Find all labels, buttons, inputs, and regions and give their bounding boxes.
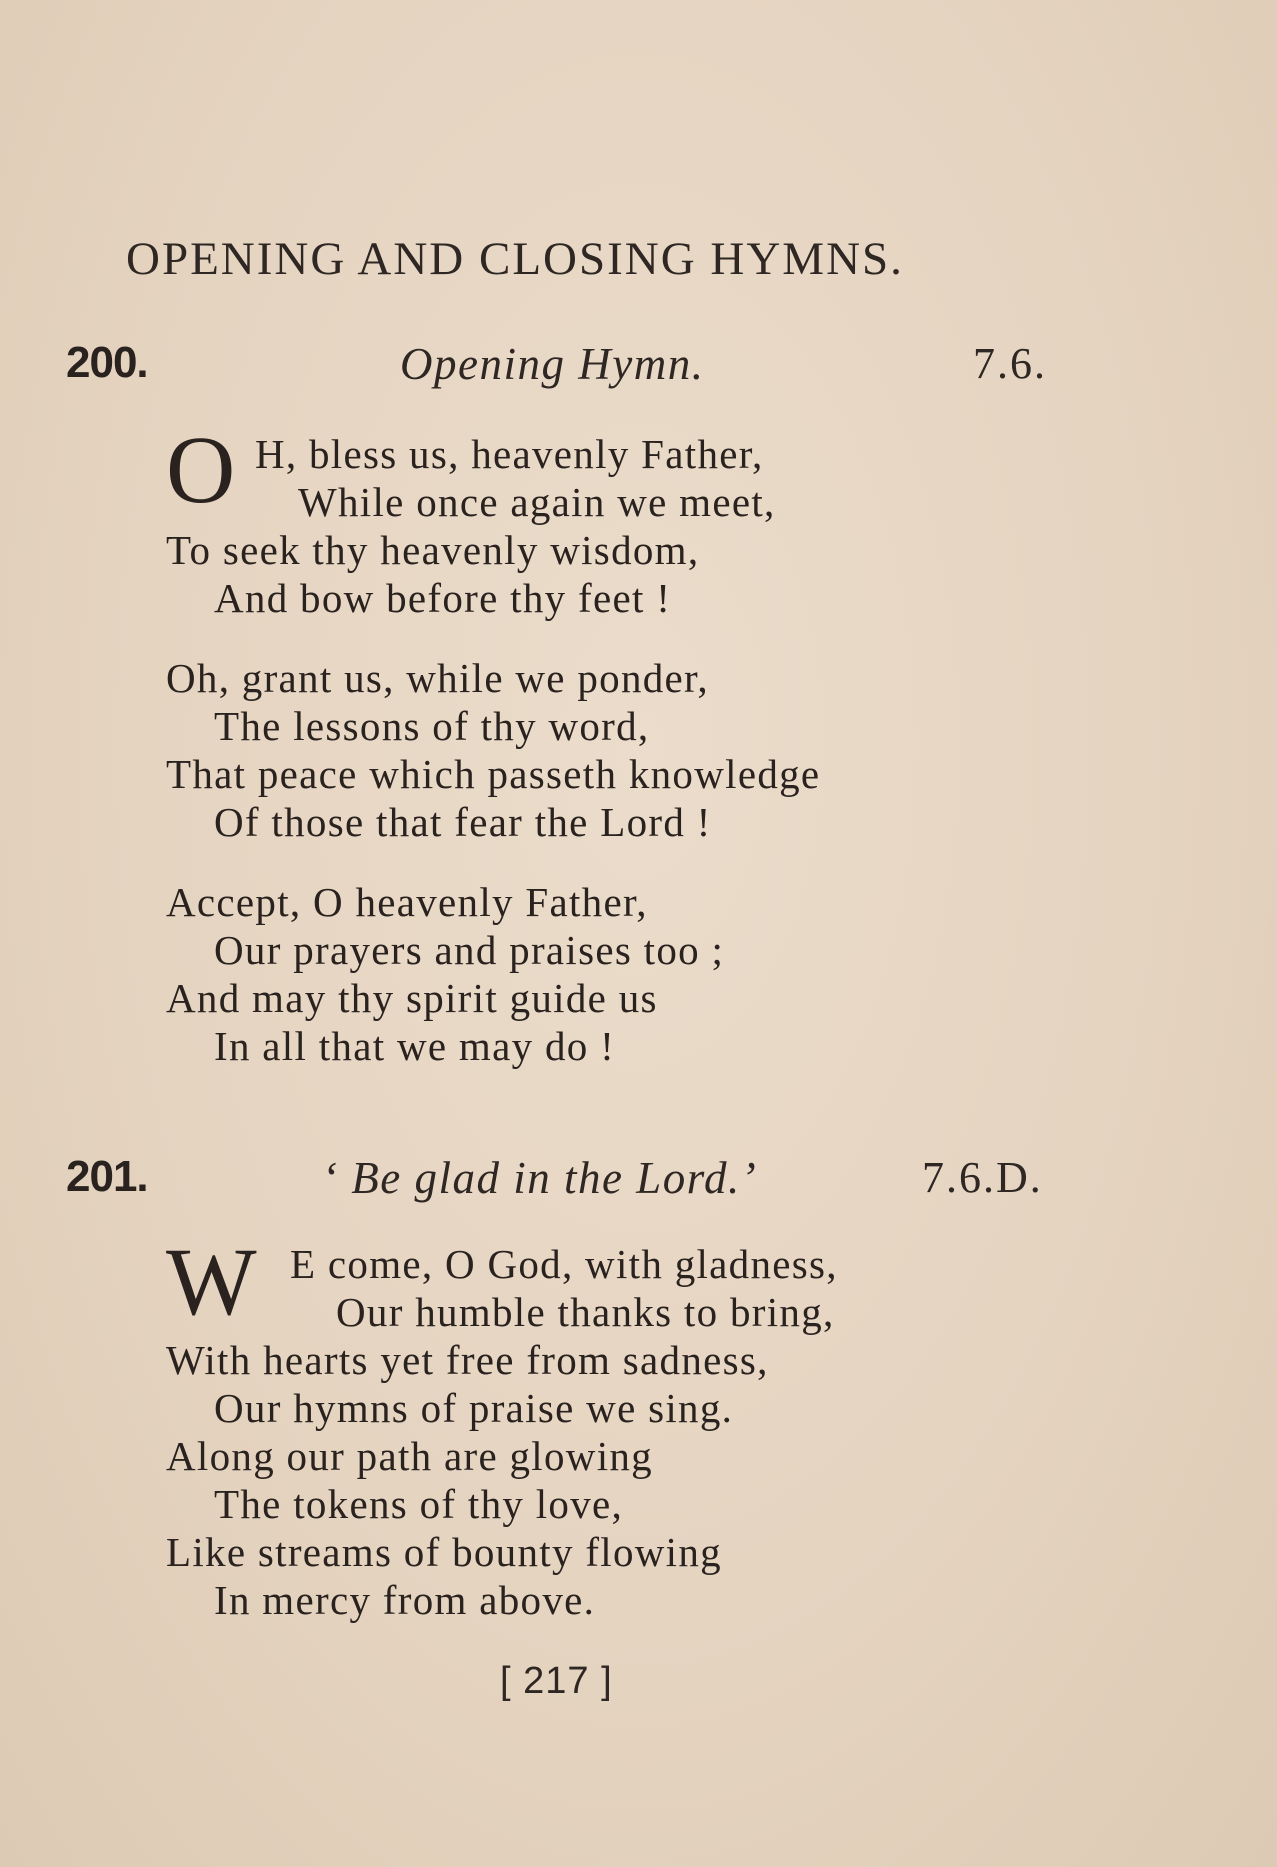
verse-line: The lessons of thy word, (214, 703, 650, 749)
verse-line: With hearts yet free from sadness, (166, 1337, 769, 1383)
hymn-number: 200. (66, 338, 148, 387)
drop-cap: W (166, 1228, 257, 1335)
verse-line: And may thy spirit guide us (166, 975, 658, 1021)
verse-line: H, bless us, heavenly Father, (255, 431, 764, 477)
verse-line: That peace which passeth knowledge (166, 751, 821, 797)
hymn-meter: 7.6.D. (922, 1153, 1043, 1202)
hymn-meter: 7.6. (973, 339, 1047, 388)
verse-line: Along our path are glowing (166, 1433, 653, 1479)
verse-line: Of those that fear the Lord ! (214, 799, 712, 845)
verse-line: Our humble thanks to bring, (336, 1289, 835, 1335)
verse-line: And bow before thy feet ! (214, 575, 672, 621)
hymn-header (0, 338, 1277, 398)
verse-line: The tokens of thy love, (214, 1481, 624, 1527)
drop-cap: O (166, 416, 236, 523)
verse-line: In all that we may do ! (214, 1023, 616, 1069)
section-heading: OPENING AND CLOSING HYMNS. (126, 233, 904, 285)
hymn-title: Opening Hymn. (400, 339, 705, 389)
verse-line: Accept, O heavenly Father, (166, 879, 648, 925)
verse-line: While once again we meet, (298, 479, 776, 525)
hymn-header (0, 1152, 1277, 1212)
page-number: [ 217 ] (500, 1660, 613, 1702)
verse-line: Like streams of bounty flowing (166, 1529, 722, 1575)
hymn-title: ‘ Be glad in the Lord.’ (322, 1153, 758, 1203)
hymn-number: 201. (66, 1152, 148, 1201)
verse-line: In mercy from above. (214, 1577, 596, 1623)
verse-line: To seek thy heavenly wisdom, (166, 527, 700, 573)
verse-line: Oh, grant us, while we ponder, (166, 655, 709, 701)
verse-line: Our hymns of praise we sing. (214, 1385, 734, 1431)
verse-line: E come, O God, with gladness, (290, 1241, 838, 1287)
verse-line: Our prayers and praises too ; (214, 927, 725, 973)
